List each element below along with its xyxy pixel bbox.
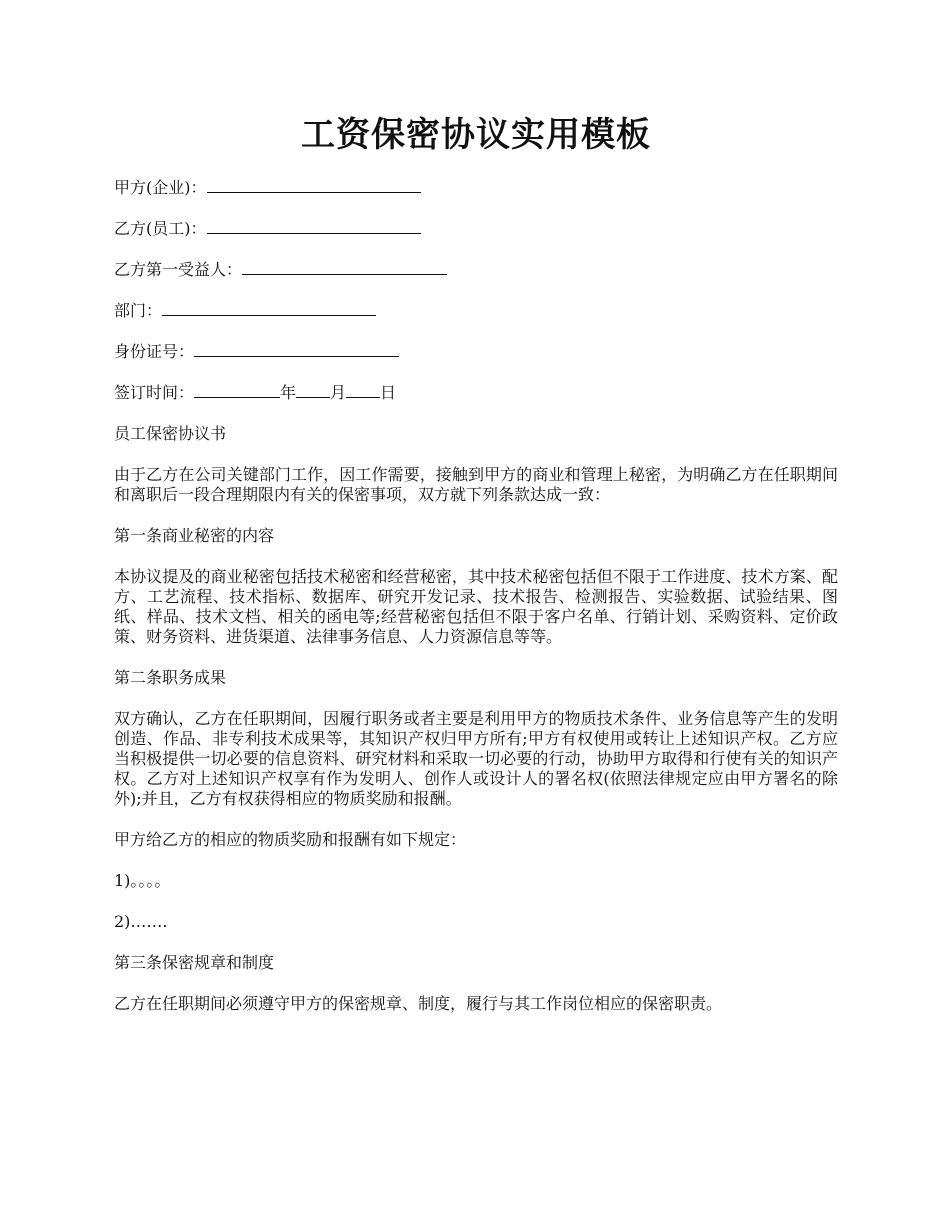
intro-paragraph: 由于乙方在公司关键部门工作，因工作需要，接触到甲方的商业和管理上秘密，为明确乙方在任职期间和离职后一段合理期限内有关的保密事项，双方就下列条款达成一致： — [114, 465, 838, 504]
article-2-heading: 第二条职务成果 — [114, 668, 227, 687]
article-1-body: 本协议提及的商业秘密包括技术秘密和经营秘密，其中技术秘密包括但不限于工作进度、技术方案、配方、工艺流程、技术指标、数据库、研究开发记录、技术报告、检测报告、实验数据、试验结果、图纸、样品、技术文档、相关的函电等;经营秘密包括但不限于客户名单、行销计划、采购资料、定价政策、财务资料、进货渠道、法律事务信息、人力资源信息等等。 — [114, 567, 838, 646]
month-label: 月 — [330, 383, 347, 402]
department-label: 部门： — [114, 301, 163, 320]
party-b-label: 乙方(员工)： — [114, 219, 207, 238]
article-1-heading: 第一条商业秘密的内容 — [114, 526, 275, 545]
beneficiary-field — [114, 260, 838, 280]
id-number-label: 身份证号： — [114, 342, 195, 361]
document-title: 工资保密协议实用模板 — [301, 115, 651, 155]
department-field — [114, 301, 838, 321]
day-label: 日 — [380, 383, 397, 402]
reward-item-1: 1)。。。。 — [114, 871, 171, 890]
article-3-heading: 第三条保密规章和制度 — [114, 953, 275, 972]
party-b-blank — [207, 219, 421, 234]
beneficiary-label: 乙方第一受益人： — [114, 260, 243, 279]
sign-day-blank — [346, 383, 380, 398]
id-number-field — [114, 342, 838, 362]
sign-time-label: 签订时间： — [114, 383, 195, 402]
id-number-blank — [194, 342, 399, 357]
party-a-label: 甲方(企业)： — [114, 178, 207, 197]
article-2-body: 双方确认，乙方在任职期间，因履行职务或者主要是利用甲方的物质技术条件、业务信息等产生的发明创造、作品、非专利技术成果等，其知识产权归甲方所有;甲方有权使用或转让上述知识产权。乙方应当积极提供一切必要的信息资料、研究材料和采取一切必要的行动，协助甲方取得和行使有关的知识产权。乙方对上述知识产权享有作为发明人、创作人或设计人的署名权(依照法律规定应由甲方署名的除外);并且，乙方有权获得相应的物质奖励和报酬。 — [114, 709, 838, 808]
reward-intro: 甲方给乙方的相应的物质奖励和报酬有如下规定： — [114, 830, 467, 849]
party-a-blank — [207, 178, 421, 193]
sign-time-field — [114, 383, 838, 403]
beneficiary-blank — [242, 260, 447, 275]
sign-month-blank — [296, 383, 330, 398]
reward-item-2: 2)……. — [114, 912, 168, 931]
party-a-field — [114, 178, 838, 198]
agreement-subtitle: 员工保密协议书 — [114, 424, 227, 443]
department-blank — [162, 301, 376, 316]
sign-year-blank — [194, 383, 280, 398]
year-label: 年 — [280, 383, 297, 402]
article-3-body: 乙方在任职期间必须遵守甲方的保密规章、制度，履行与其工作岗位相应的保密职责。 — [114, 994, 723, 1013]
party-b-field — [114, 219, 838, 239]
